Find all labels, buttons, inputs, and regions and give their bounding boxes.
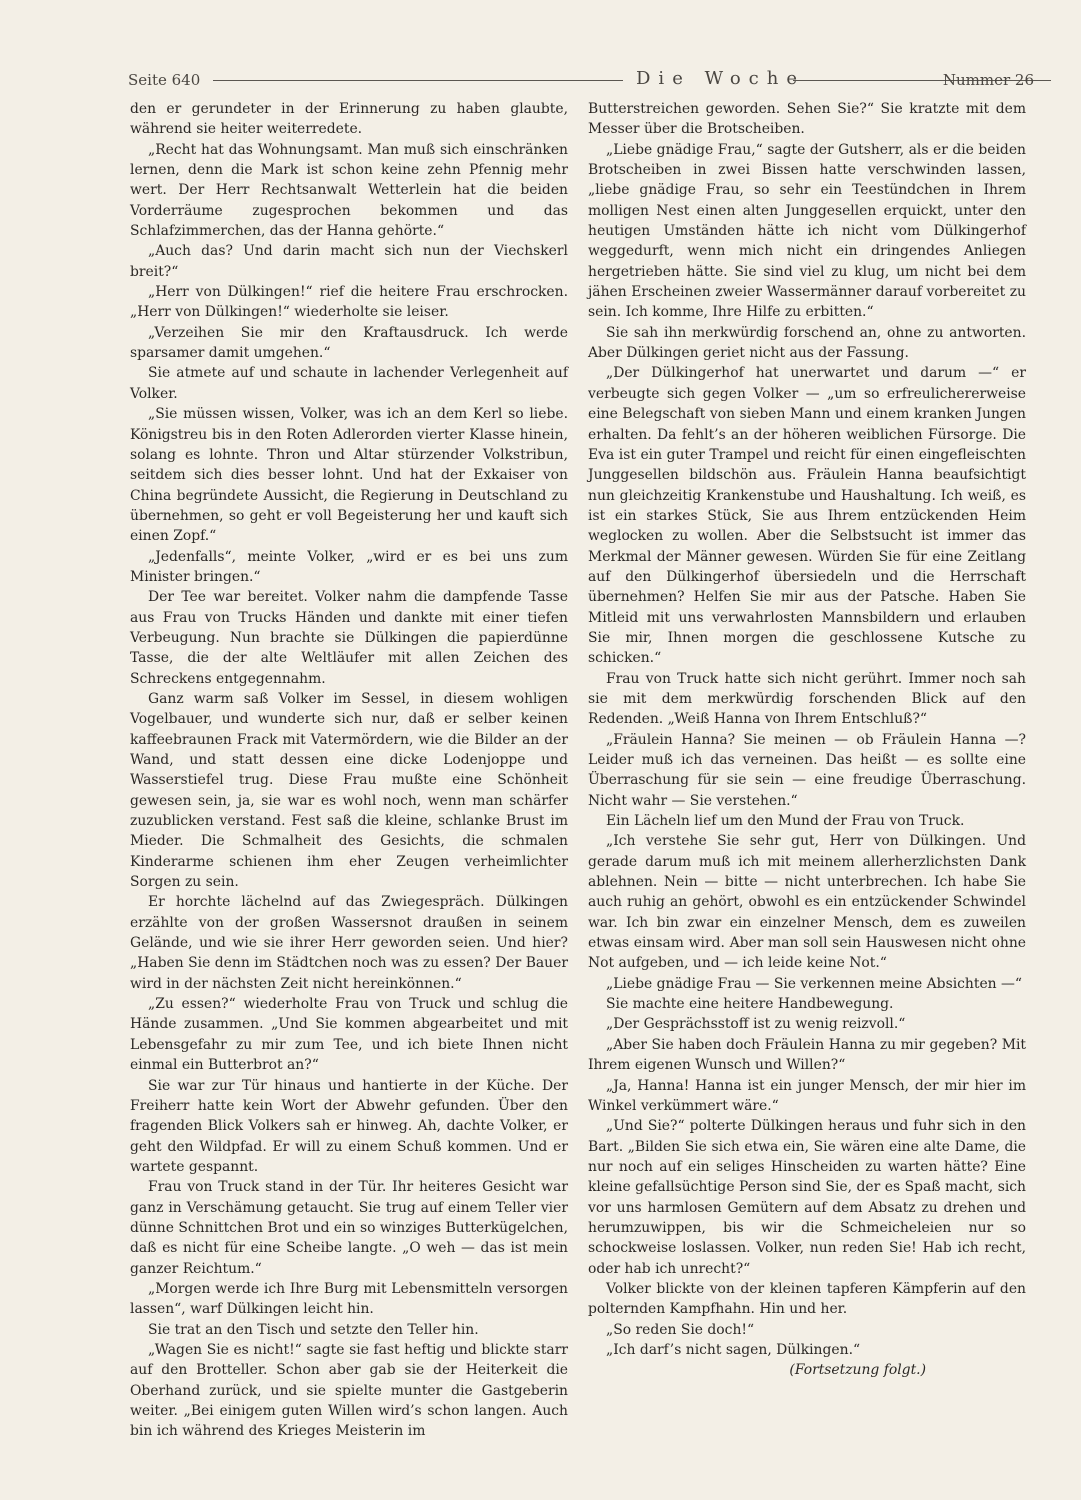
paragraph: „Recht hat das Wohnungsamt. Man muß sich einschränken lernen, denn die Mark ist schon keine zehn Pfennig mehr wert. Der Herr Rechtsanwalt Wetterlein hat die beiden Vorderräume zugesprochen bekommen und das Schlafzimmerchen, das der Hanna gehörte.“	[130, 141, 568, 240]
header-rule-left	[213, 80, 623, 81]
paragraph: Volker blickte von der kleinen tapferen Kämpferin auf den polternden Kampfhahn. Hin und her.	[588, 1280, 1026, 1318]
paragraph: Sie war zur Tür hinaus und hantierte in der Küche. Der Freiherr hatte kein Wort der Abwehr gefunden. Über den fragenden Blick Volkers sah er hinweg. Ah, dachte Volker, er geht den Wildpfad. Er will zu einem Schuß kommen. Und er wartete gespannt.	[130, 1077, 568, 1175]
paragraph: Ganz warm saß Volker im Sessel, in diesem wohligen Vogelbauer, und wunderte sich nur, daß er selber keinen kaffeebraunen Frack mit Vatermördern, wie die Bilder an der Wand, und statt dessen eine dicke Lodenjoppe und Wasserstiefel trug. Diese Frau mußte eine Schönheit gewesen sein, ja, sie war es wohl noch, wenn man schärfer zuzublicken verstand. Fest saß die kleine, schlanke Brust im Mieder. Die Schmalheit des Gesichts, die schmalen Kinderarme schienen ihm eher Zeugen verheimlichter Sorgen zu sein.	[130, 690, 568, 891]
paragraph: Sie atmete auf und schaute in lachender Verlegenheit auf Volker.	[130, 365, 568, 402]
paragraph: „Sie müssen wissen, Volker, was ich an dem Kerl so liebe. Königstreu bis in den Roten Adlerorden vierter Klasse hinein, solang es lohnte. Thron und Altar stürzender Volkstribun, seitdem sich dies besser lohnt. Und hat der Exkaiser von China begründete Aussicht, die Regierung in Deutschland zu übernehmen, so geht er voll Begeisterung her und kauft sich einen Zopf.“	[130, 406, 568, 545]
paragraph: Der Tee war bereitet. Volker nahm die dampfende Tasse aus Frau von Trucks Händen und dankte mit einer tiefen Verbeugung. Nun brachte sie Dülkingen die papierdünne Tasse, die der alte Weltläufer mit allen Zeichen des Schreckens entgegennahm.	[130, 589, 568, 687]
right-column	[588, 99, 1026, 1429]
paragraph: „Wagen Sie es nicht!“ sagte sie fast heftig und blickte starr auf den Brotteller. Schon aber gab sie der Heiterkeit die Oberhand zurück, und sie spielte munter die Gastgeberin weiter. „Bei einigem guten Willen wird’s schon langen. Auch bin ich während des Krieges Meisterin im	[130, 1341, 568, 1440]
paragraph: „Liebe gnädige Frau — Sie verkennen meine Absichten —“	[606, 975, 1023, 992]
paragraph: „Ich verstehe Sie sehr gut, Herr von Dülkingen. Und gerade darum muß ich mit meinem allerherzlichsten Dank ablehnen. Nein — bitte — nicht unterbrechen. Ich habe Sie auch ruhig an gehört, obwohl es ein entzückender Schwindel war. Ich bin zwar ein einzelner Mensch, dem es zuweilen etwas einsam wird. Aber man soll sein Hauswesen nicht ohne Not aufgeben, und — ich leide keine Not.“	[588, 833, 1026, 972]
paragraph: „Zu essen?“ wiederholte Frau von Truck und schlug die Hände zusammen. „Und Sie kommen abgearbeitet und mit Lebensgefahr zu mir zum Tee, und ich biete Ihnen nicht einmal ein Butterbrot an?“	[130, 996, 568, 1074]
paragraph: den er gerundeter in der Erinnerung zu haben glaubte, während sie heiter weiterredete.	[130, 101, 568, 138]
paragraph: „Morgen werde ich Ihre Burg mit Lebensmitteln versorgen lassen“, warf Dülkingen leicht hin.	[130, 1280, 568, 1318]
page-header	[128, 68, 1034, 94]
paragraph: „Aber Sie haben doch Fräulein Hanna zu mir gegeben? Mit Ihrem eigenen Wunsch und Willen?“	[588, 1036, 1026, 1074]
paragraph: Frau von Truck stand in der Tür. Ihr heiteres Gesicht war ganz in Verschämung getaucht. Sie trug auf einem Teller vier dünne Schnittchen Brot und ein so winziges Butterkügelchen, daß es nicht für eine Scheibe langte. „O weh — das ist mein ganzer Reichtum.“	[130, 1179, 568, 1277]
paragraph: „Fräulein Hanna? Sie meinen — ob Fräulein Hanna —? Leider muß ich das verneinen. Das heißt — es sollte eine Überraschung für sie sein — eine freudige Überraschung. Nicht wahr — Sie verstehen.“	[588, 731, 1026, 809]
paragraph: „Verzeihen Sie mir den Kraftausdruck. Ich werde sparsamer damit umgehen.“	[130, 324, 568, 362]
continuation-note: (Fortsetzung folgt.)	[789, 1362, 926, 1379]
paragraph: „Ich darf’s nicht sagen, Dülkingen.“	[606, 1341, 861, 1358]
page-number: Seite 640	[128, 71, 201, 89]
paragraph: Sie trat an den Tisch und setzte den Teller hin.	[148, 1321, 479, 1338]
paragraph: Sie sah ihn merkwürdig forschend an, ohne zu antworten. Aber Dülkingen geriet nicht aus der Fassung.	[588, 324, 1026, 362]
paragraph: „Der Dülkingerhof hat unerwartet und darum —“ er verbeugte sich gegen Volker — „um so erfreulichererweise eine Belegschaft von sieben Mann und einem kranken Jungen erhalten. Da fehlt’s an der höheren weiblichen Fürsorge. Die Eva ist ein guter Trampel und reicht für einen eingefleischten Junggesellen bildschön aus. Fräulein Hanna beaufsichtigt nun gleichzeitig Krankenstube und Haushaltung. Ich weiß, es ist ein starkes Stück, Sie aus Ihrem entzückenden Heim weglocken zu wollen. Aber die Selbstsucht ist immer das Merkmal der Männer gewesen. Würden Sie für eine Zeitlang auf den Dülkingerhof übersiedeln und die Herrschaft übernehmen? Helfen Sie mir aus der Patsche. Haben Sie Mitleid mit uns verwahrlosten Mannsbildern und erlauben Sie mir, Ihnen morgen die geschlossene Kutsche zu schicken.“	[588, 365, 1026, 667]
paragraph: „Auch das? Und darin macht sich nun der Viechskerl breit?“	[130, 243, 568, 280]
paragraph: „So reden Sie doch!“	[606, 1321, 755, 1338]
issue-number: Nummer 26	[942, 71, 1034, 89]
paragraph: Er horchte lächelnd auf das Zwiegespräch. Dülkingen erzählte von der großen Wassersnot draußen in seinem Gelände, und wie sie ihrer Herr geworden seien. Und hier? „Haben Sie denn im Städtchen noch was zu essen? Der Bauer wird in der nächsten Zeit nicht hereinkönnen.“	[130, 894, 568, 992]
paragraph: „Herr von Dülkingen!“ rief die heitere Frau erschrocken. „Herr von Dülkingen!“ wiederholte sie leiser.	[130, 284, 568, 321]
left-column	[130, 99, 568, 1440]
magazine-title: Die Woche	[636, 68, 806, 89]
paragraph: „Der Gesprächsstoff ist zu wenig reizvoll.“	[606, 1016, 906, 1033]
paragraph: Ein Lächeln lief um den Mund der Frau von Truck.	[606, 813, 965, 830]
paragraph: Butterstreichen geworden. Sehen Sie?“ Sie kratzte mit dem Messer über die Brotscheiben.	[588, 101, 1026, 138]
paragraph: „Ja, Hanna! Hanna ist ein junger Mensch, der mir hier im Winkel verkümmert wäre.“	[588, 1077, 1026, 1114]
paragraph: Frau von Truck hatte sich nicht gerührt. Immer noch sah sie mit dem merkwürdig forschenden Blick auf den Redenden. „Weiß Hanna von Ihrem Entschluß?“	[588, 670, 1026, 728]
paragraph: Sie machte eine heitere Handbewegung.	[606, 996, 894, 1013]
paragraph: „Jedenfalls“, meinte Volker, „wird er es bei uns zum Minister bringen.“	[130, 548, 568, 585]
paragraph: „Und Sie?“ polterte Dülkingen heraus und fuhr sich in den Bart. „Bilden Sie sich etwa ein, Sie wären eine alte Dame, die nur noch auf ein seliges Hinscheiden zu warten hätte? Eine kleine gefallsüchtige Person sind Sie, der es Spaß macht, sich vor uns harmlosen Gemütern auf dem Absatz zu drehen und herumzuwippen, bis wir die Schmeicheleien nur so schockweise loslassen. Volker, nun reden Sie! Hab ich recht, oder hab ich unrecht?“	[588, 1118, 1026, 1277]
paragraph: „Liebe gnädige Frau,“ sagte der Gutsherr, als er die beiden Brotscheiben in zwei Bissen hatte verschwinden lassen, „liebe gnädige Frau, so sehr ein Teestündchen in Ihrem molligen Nest einen alten Junggesellen erquickt, unter den heutigen Umständen hätte ich nicht vom Dülkingerhof weggedurft, wenn mich nicht ein dringendes Anliegen hergetrieben hätte. Sie sind viel zu klug, um nicht bei dem jähen Erscheinen zweier Wassermänner darauf vorbereitet zu sein. Ich komme, Ihre Hilfe zu erbitten.“	[588, 141, 1026, 321]
